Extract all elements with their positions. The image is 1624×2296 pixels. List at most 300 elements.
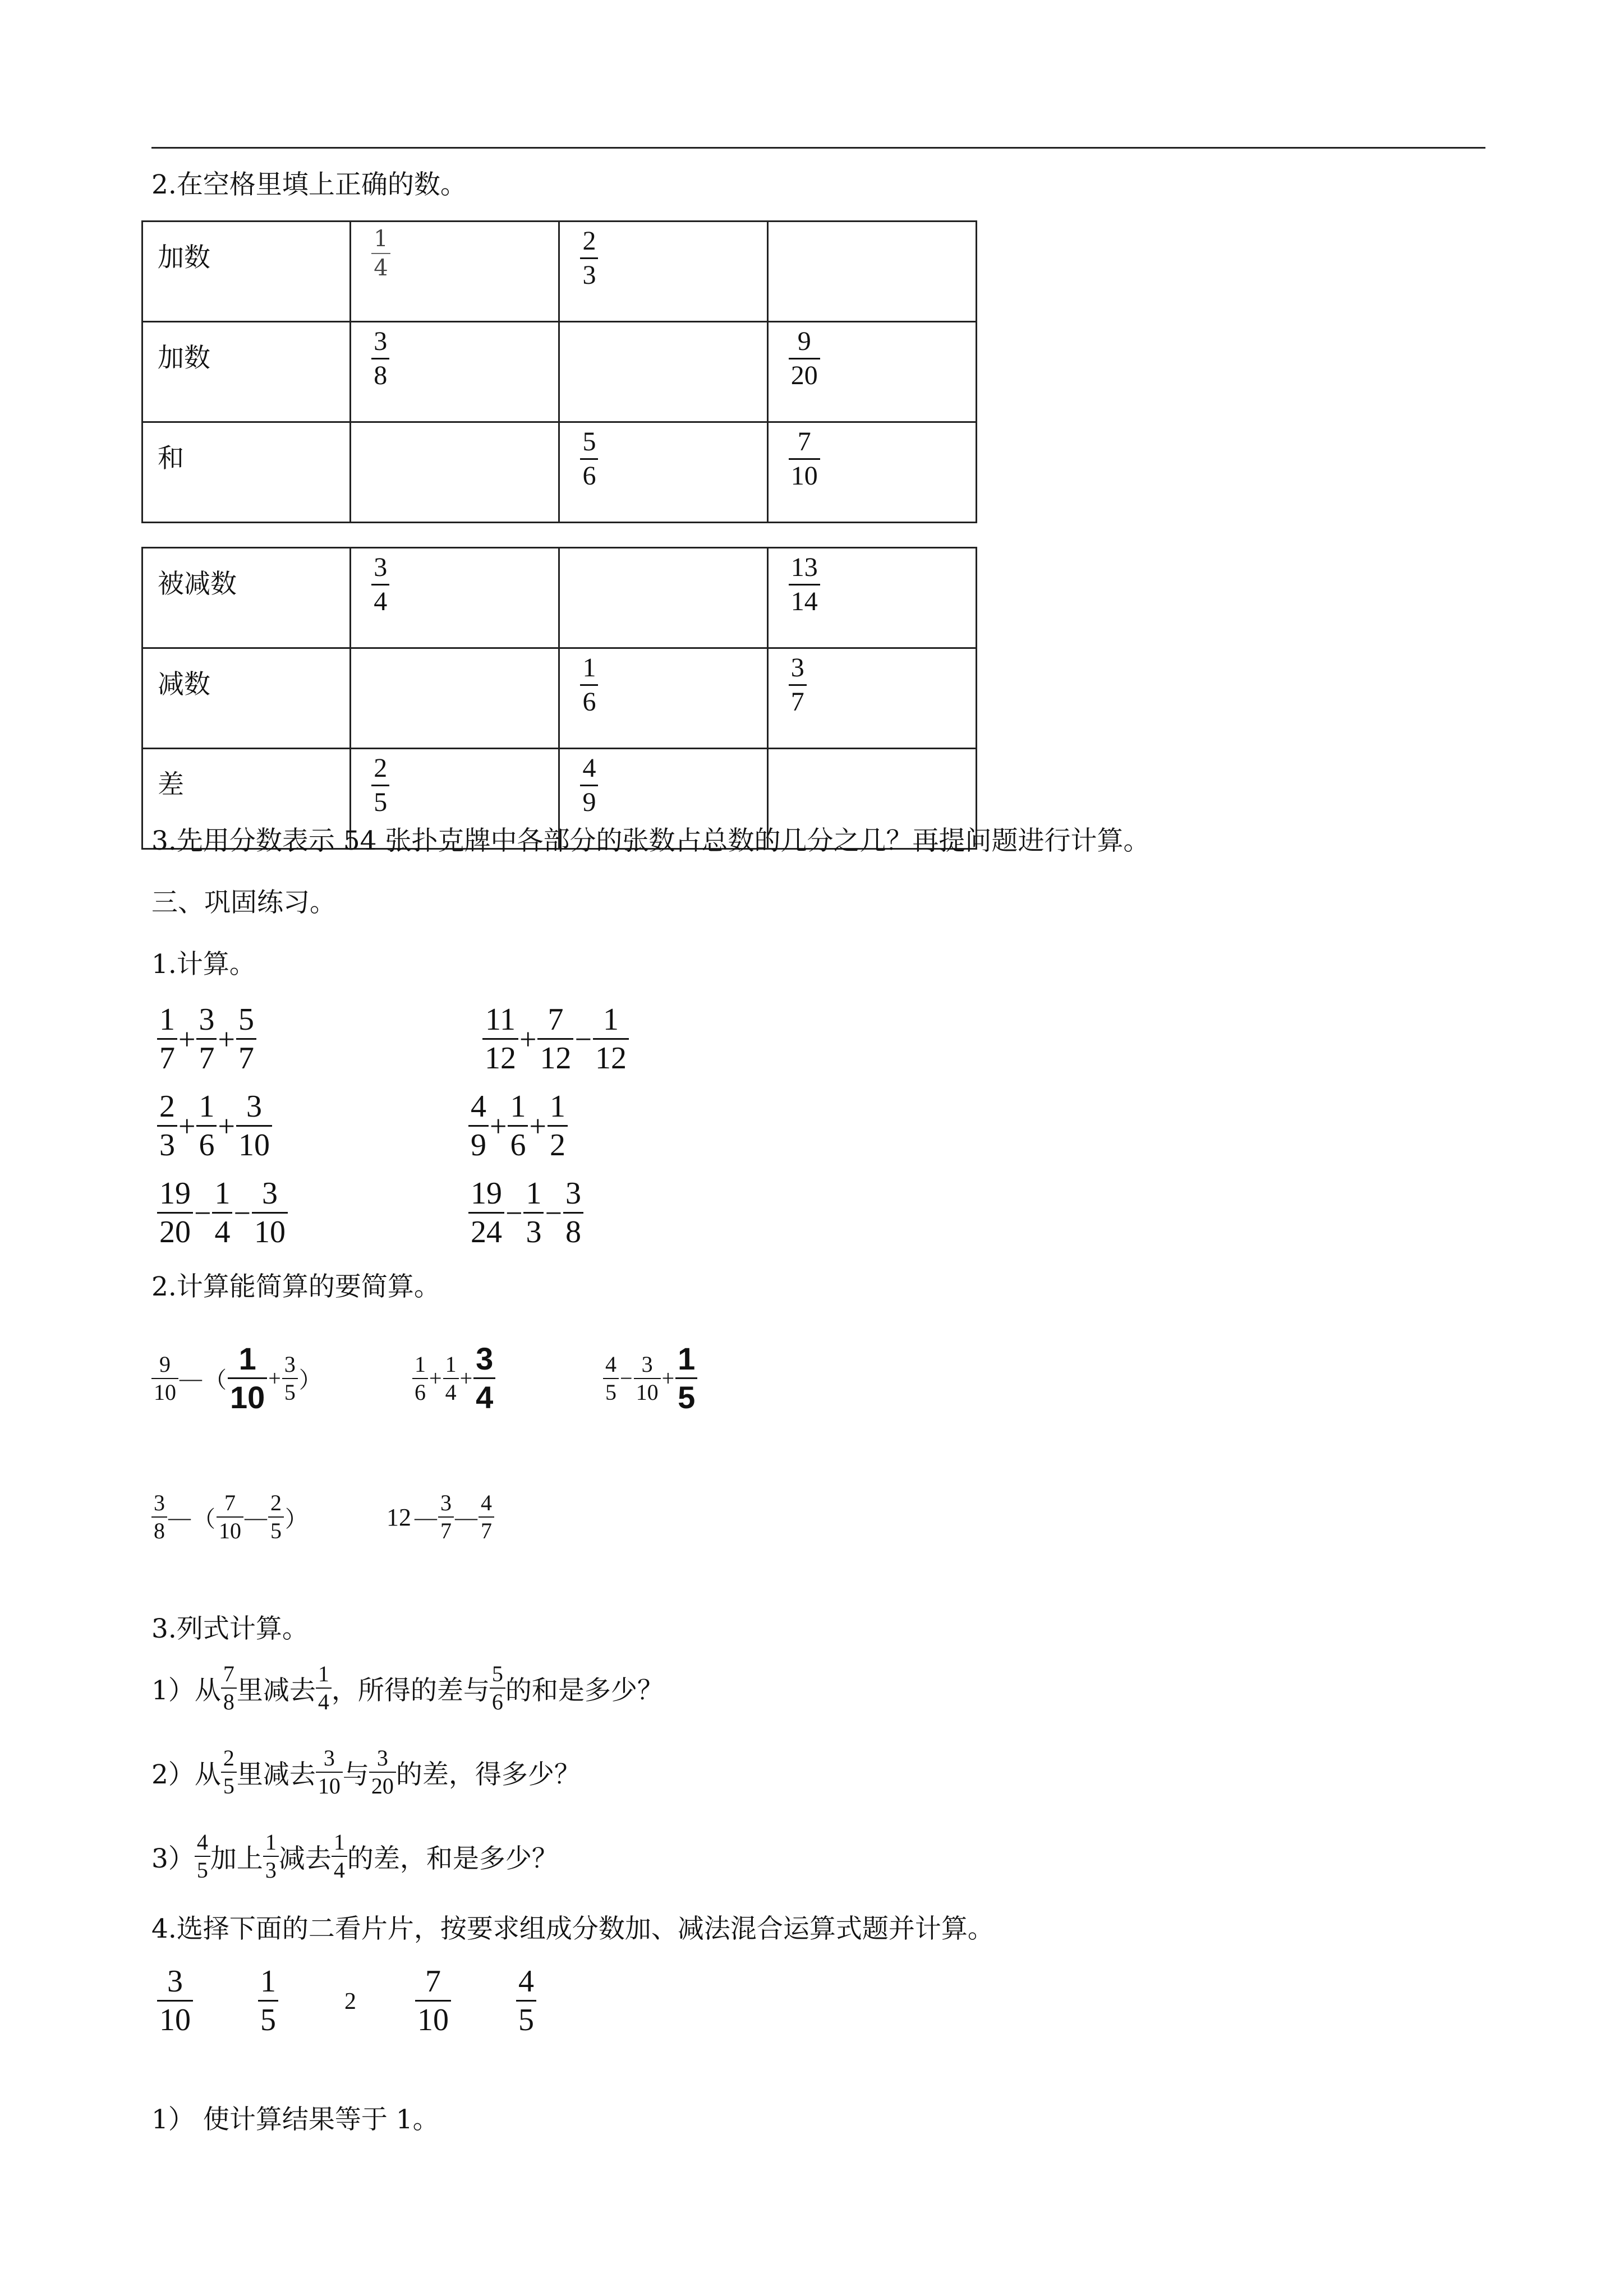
fraction [468, 1178, 504, 1248]
numerator: 19 [471, 1176, 502, 1211]
numerator: 1 [260, 1964, 276, 1999]
fraction [438, 1492, 454, 1542]
fraction-bar [675, 1377, 697, 1379]
fraction [369, 1747, 396, 1797]
list-calc-title: 3.列式计算。 [151, 1613, 309, 1644]
fraction-bar [789, 358, 820, 359]
numerator: 3 [167, 1964, 183, 1999]
fraction-bar [580, 458, 598, 460]
fraction-bar [468, 1212, 504, 1214]
numerator: 1 [415, 1351, 426, 1377]
fraction [157, 1178, 193, 1248]
fraction [516, 1966, 536, 2036]
denominator: 5 [270, 1518, 282, 1543]
denominator: 7 [481, 1518, 492, 1543]
fraction [468, 1091, 489, 1161]
numerator: 7 [425, 1964, 441, 1999]
numerator: 3 [374, 552, 388, 582]
denominator: 6 [582, 687, 596, 717]
fraction [548, 1091, 568, 1161]
numerator: 3 [199, 1002, 215, 1037]
blank-cell[interactable] [559, 322, 767, 422]
q4-sub1: 1） 使计算结果等于 1。 [151, 2104, 439, 2135]
fraction [789, 328, 820, 389]
numerator: 1 [333, 1829, 345, 1855]
calc-expression [157, 1091, 272, 1161]
fraction-bar [316, 1688, 332, 1689]
fraction-bar [371, 253, 390, 254]
fraction [479, 1492, 494, 1542]
denominator: 10 [636, 1379, 659, 1405]
fraction-cell [351, 222, 559, 322]
fraction-bar [195, 1856, 210, 1857]
fraction-bar [580, 684, 598, 686]
fraction-bar [252, 1212, 288, 1214]
numerator: 7 [548, 1002, 564, 1037]
operator: − [574, 1022, 592, 1056]
numerator: 3 [261, 1176, 278, 1211]
operator: − [194, 1196, 211, 1230]
numerator: 7 [224, 1490, 236, 1515]
text-segment: 与 [342, 1759, 369, 1790]
text-segment: 从 [194, 1675, 221, 1706]
numerator: 1 [549, 1089, 565, 1124]
fraction-bar [282, 1378, 298, 1379]
fraction [675, 1343, 697, 1413]
numerator: 3 [376, 1745, 388, 1771]
calc-expression [482, 1004, 629, 1074]
fraction [603, 1353, 619, 1404]
fraction-card [157, 1966, 193, 2036]
fraction-bar [548, 1125, 568, 1127]
row-label: 差 [142, 749, 351, 849]
numerator: 3 [374, 326, 388, 356]
numerator: 7 [797, 427, 811, 457]
fraction-bar [523, 1212, 544, 1214]
fraction-bar [563, 1212, 583, 1214]
numerator: 4 [582, 753, 596, 783]
calc-expression [157, 1004, 256, 1074]
fraction-bar [789, 684, 807, 686]
denominator: 8 [374, 361, 388, 390]
fraction [196, 1004, 217, 1074]
fraction-bar [789, 584, 820, 585]
denominator: 20 [790, 361, 818, 390]
fraction-bar [593, 1038, 629, 1040]
operator: + [218, 1022, 235, 1056]
denominator: 4 [445, 1379, 457, 1405]
fraction [523, 1178, 544, 1248]
fraction-card [342, 1988, 358, 2015]
fraction-bar [369, 1772, 396, 1773]
fraction [789, 554, 820, 615]
denominator: 4 [374, 255, 388, 281]
denominator: 7 [238, 1041, 254, 1076]
denominator: 2 [549, 1128, 565, 1163]
denominator: 10 [790, 461, 818, 491]
fraction [789, 654, 807, 716]
fraction-bar [482, 1038, 518, 1040]
problem-number: 1） [151, 1675, 195, 1706]
simplify-expression [151, 1492, 309, 1542]
denominator: 7 [790, 687, 804, 717]
fraction-bar [212, 1212, 232, 1214]
numerator: 1 [526, 1176, 542, 1211]
numerator: 1 [602, 1002, 619, 1037]
numerator: 2 [582, 226, 596, 256]
text-segment: 减去 [278, 1843, 332, 1874]
fraction [157, 1091, 177, 1161]
q2-title: 2.在空格里填上正确的数。 [151, 169, 467, 200]
numerator: 3 [440, 1490, 452, 1515]
text-segment: 的差，得多少？ [395, 1759, 581, 1790]
denominator: 5 [605, 1379, 617, 1405]
numerator: 1 [510, 1089, 526, 1124]
fraction [282, 1353, 298, 1404]
q3-text: 3.先用分数表示 54 张扑克牌中各部分的张数占总数的几分之几？再提问题进行计算。 [151, 826, 1150, 856]
numerator: 7 [223, 1661, 234, 1686]
fraction [263, 1831, 279, 1882]
fraction-cell [767, 322, 976, 422]
fraction-cell [351, 548, 559, 648]
operator: （ [204, 1367, 227, 1393]
numerator: 3 [323, 1745, 335, 1771]
numerator: 1 [582, 653, 596, 683]
operator: − [233, 1196, 251, 1230]
denominator: 20 [159, 1215, 191, 1250]
fraction [157, 1004, 177, 1074]
denominator: 9 [582, 787, 596, 817]
denominator: 10 [254, 1215, 286, 1250]
operator: + [178, 1022, 196, 1056]
denominator: 5 [374, 787, 388, 817]
denominator: 7 [199, 1041, 215, 1076]
fraction [412, 1353, 428, 1404]
fraction [580, 755, 598, 816]
fraction [415, 1966, 451, 2036]
fraction-bar [508, 1125, 528, 1127]
operator: − [505, 1196, 523, 1230]
numerator: 5 [238, 1002, 254, 1037]
denominator: 4 [214, 1215, 231, 1250]
operator: — [168, 1504, 191, 1530]
fraction-cell [767, 422, 976, 523]
fraction-bar [196, 1125, 217, 1127]
fraction-bar [580, 785, 598, 786]
fraction [537, 1004, 573, 1074]
denominator: 24 [471, 1215, 502, 1250]
denominator: 8 [565, 1215, 581, 1250]
table-row [142, 648, 977, 749]
fraction [789, 428, 820, 490]
operator: — [245, 1504, 267, 1530]
numerator: 11 [485, 1002, 516, 1037]
blank-cell[interactable] [351, 648, 559, 749]
operator: + [268, 1366, 281, 1391]
fraction-cell [767, 548, 976, 648]
numerator: 1 [265, 1829, 277, 1855]
fraction-bar [157, 1212, 193, 1214]
numerator: 5 [491, 1661, 503, 1686]
denominator: 14 [790, 587, 818, 616]
table-row [142, 222, 977, 322]
table-row [142, 422, 977, 523]
fraction-bar [217, 1516, 243, 1518]
q4-title: 4.选择下面的二看片片，按要求组成分数加、减法混合运算式题并计算。 [151, 1914, 994, 1944]
numerator: 1 [318, 1661, 329, 1686]
numerator: 19 [159, 1176, 191, 1211]
denominator: 3 [159, 1128, 175, 1163]
blank-cell[interactable] [559, 548, 767, 648]
fraction-cell [559, 648, 767, 749]
denominator: 10 [154, 1379, 176, 1405]
fraction [151, 1492, 167, 1542]
fraction [332, 1831, 347, 1882]
denominator: 9 [471, 1128, 486, 1163]
numerator: 1 [374, 226, 388, 252]
fraction-bar [371, 785, 389, 786]
denominator: 20 [371, 1773, 394, 1799]
problem-number: 2） [151, 1759, 195, 1790]
operator: − [620, 1366, 633, 1391]
calc-expression [468, 1091, 568, 1161]
denominator: 5 [678, 1380, 696, 1415]
fraction-bar [516, 2000, 536, 2002]
denominator: 6 [491, 1689, 503, 1714]
fraction [371, 328, 389, 389]
addition-table [141, 220, 977, 523]
word-problem [151, 1831, 558, 1882]
denominator: 10 [238, 1128, 270, 1163]
fraction-bar [412, 1378, 428, 1379]
fraction [228, 1343, 267, 1413]
fraction-bar [468, 1125, 489, 1127]
operator: — [180, 1366, 202, 1391]
fraction-bar [438, 1516, 454, 1518]
simplify-title: 2.计算能简算的要简算。 [151, 1271, 440, 1302]
fraction [316, 1747, 343, 1797]
fraction [580, 228, 598, 289]
fraction-bar [221, 1772, 237, 1773]
numerator: 1 [159, 1002, 175, 1037]
header-rule [151, 147, 1485, 149]
fraction [196, 1091, 217, 1161]
fraction-bar [151, 1516, 167, 1518]
operator: — [455, 1504, 477, 1530]
fraction [252, 1178, 288, 1248]
word-problem [151, 1747, 581, 1797]
operator: + [178, 1109, 196, 1143]
fraction-bar [236, 1038, 256, 1040]
fraction-bar [490, 1688, 505, 1689]
fraction [580, 428, 598, 490]
fraction-bar [789, 458, 820, 460]
fraction-bar [263, 1856, 279, 1857]
calc-expression [157, 1178, 288, 1248]
operator: ） [285, 1506, 307, 1532]
operator: — [415, 1504, 437, 1530]
operator: − [545, 1196, 562, 1230]
section-3-heading: 三、巩固练习。 [151, 887, 336, 918]
text-segment: 的差，和是多少？ [347, 1843, 558, 1874]
fraction [371, 228, 390, 279]
fraction-bar [371, 584, 389, 585]
fraction-bar [258, 2000, 278, 2002]
numerator: 3 [284, 1351, 296, 1377]
fraction [482, 1004, 518, 1074]
denominator: 5 [260, 2003, 276, 2037]
text-segment: ，所得的差与 [331, 1675, 490, 1706]
table-row [142, 322, 977, 422]
denominator: 10 [417, 2003, 449, 2037]
fraction-bar [236, 1125, 272, 1127]
denominator: 10 [318, 1773, 341, 1799]
numerator: 2 [223, 1745, 234, 1771]
fraction-card [258, 1966, 278, 2036]
row-label: 和 [142, 422, 351, 523]
denominator: 5 [284, 1379, 296, 1405]
text-segment: 里减去 [236, 1675, 316, 1706]
denominator: 8 [223, 1689, 234, 1714]
numerator: 2 [270, 1490, 282, 1515]
fraction [508, 1091, 528, 1161]
fraction [151, 1353, 178, 1404]
fraction [157, 1966, 193, 2036]
fraction [593, 1004, 629, 1074]
fraction-bar [316, 1772, 343, 1773]
operator: + [218, 1109, 235, 1143]
operator: + [661, 1366, 675, 1391]
denominator: 7 [440, 1518, 452, 1543]
denominator: 4 [374, 587, 388, 616]
operator: + [529, 1109, 546, 1143]
denominator: 10 [230, 1380, 265, 1415]
denominator: 6 [582, 461, 596, 491]
operator: + [519, 1022, 537, 1056]
fraction-bar [332, 1856, 347, 1857]
fraction [371, 755, 389, 816]
fraction [316, 1663, 332, 1713]
fraction [236, 1004, 256, 1074]
fraction [563, 1178, 583, 1248]
simplify-expression [603, 1343, 697, 1413]
word-problem [151, 1663, 664, 1713]
denominator: 3 [582, 260, 596, 290]
integer: 12 [387, 1503, 411, 1531]
denominator: 12 [540, 1041, 572, 1076]
integer: 2 [344, 1989, 356, 2014]
denominator: 4 [476, 1380, 494, 1415]
text-segment: 的和是多少？ [505, 1675, 664, 1706]
fraction-card [516, 1966, 536, 2036]
numerator: 1 [199, 1089, 215, 1124]
calc-title: 1.计算。 [151, 949, 256, 980]
numerator: 3 [154, 1490, 165, 1515]
numerator: 9 [797, 326, 811, 356]
fraction [221, 1663, 237, 1713]
numerator: 3 [565, 1176, 581, 1211]
denominator: 6 [199, 1128, 215, 1163]
numerator: 1 [678, 1341, 696, 1376]
fraction-bar [268, 1516, 284, 1518]
fraction [221, 1747, 237, 1797]
fraction-cell [767, 648, 976, 749]
fraction-bar [537, 1038, 573, 1040]
fraction-cell [559, 222, 767, 322]
denominator: 6 [415, 1379, 426, 1405]
problem-number: 3） [151, 1843, 195, 1874]
simplify-expression [412, 1343, 495, 1413]
fraction-cell [559, 422, 767, 523]
numerator: 1 [445, 1351, 457, 1377]
subtraction-table [141, 547, 977, 850]
fraction [490, 1663, 505, 1713]
row-label: 减数 [142, 648, 351, 749]
blank-cell[interactable] [767, 222, 976, 322]
fraction-card [415, 1966, 451, 2036]
denominator: 10 [159, 2003, 191, 2037]
fraction-bar [443, 1378, 459, 1379]
denominator: 12 [595, 1041, 627, 1076]
fraction-bar [196, 1038, 217, 1040]
fraction-bar [479, 1516, 494, 1518]
numerator: 13 [790, 552, 818, 582]
denominator: 4 [333, 1857, 345, 1883]
fraction [443, 1353, 459, 1404]
denominator: 7 [159, 1041, 175, 1076]
numerator: 9 [159, 1351, 171, 1377]
text-segment: 里减去 [236, 1759, 316, 1790]
numerator: 3 [246, 1089, 262, 1124]
numerator: 3 [790, 653, 804, 683]
operator: ） [298, 1367, 321, 1393]
numerator: 2 [159, 1089, 175, 1124]
fraction-bar [151, 1378, 178, 1379]
numerator: 4 [605, 1351, 617, 1377]
text-segment: 从 [194, 1759, 221, 1790]
blank-cell[interactable] [351, 422, 559, 523]
numerator: 3 [476, 1341, 494, 1376]
row-label: 被减数 [142, 548, 351, 648]
fraction-bar [473, 1377, 495, 1379]
fraction-bar [415, 2000, 451, 2002]
denominator: 3 [526, 1215, 542, 1250]
text-segment: 加上 [210, 1843, 263, 1874]
row-label: 加数 [142, 222, 351, 322]
fraction [212, 1178, 232, 1248]
numerator: 4 [481, 1490, 492, 1515]
operator: + [490, 1109, 507, 1143]
operator: + [459, 1366, 473, 1391]
fraction-bar [157, 2000, 193, 2002]
fraction [371, 554, 389, 615]
numerator: 1 [214, 1176, 231, 1211]
fraction [258, 1966, 278, 2036]
numerator: 3 [641, 1351, 653, 1377]
denominator: 12 [485, 1041, 516, 1076]
row-label: 加数 [142, 322, 351, 422]
fraction [634, 1353, 661, 1404]
denominator: 5 [196, 1857, 208, 1883]
fraction [580, 654, 598, 716]
fraction [236, 1091, 272, 1161]
fraction [268, 1492, 284, 1542]
denominator: 5 [223, 1773, 234, 1799]
fraction-bar [580, 257, 598, 259]
denominator: 5 [518, 2003, 534, 2037]
fraction-cell [351, 322, 559, 422]
fraction [217, 1492, 243, 1542]
